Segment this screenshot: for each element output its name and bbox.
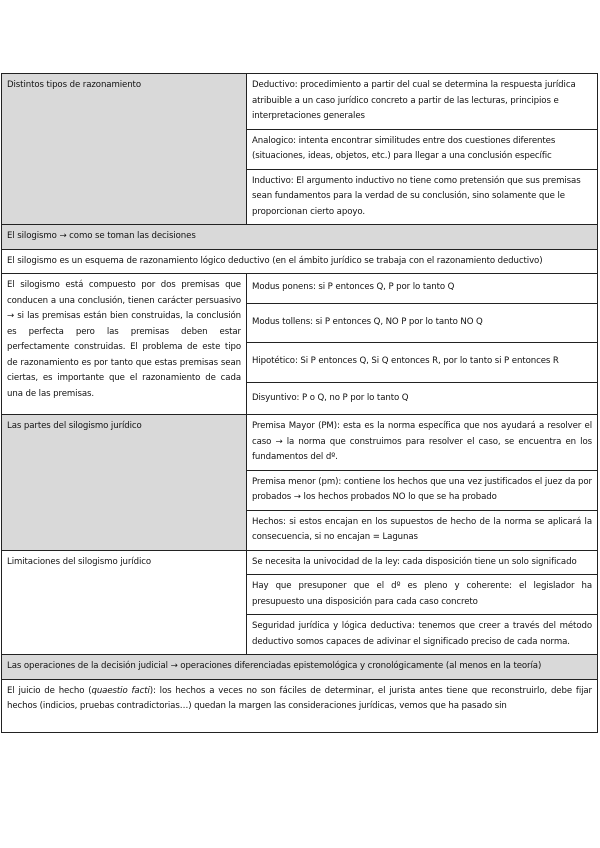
presuponer: Hay que presuponer que el dº es pleno y coherente: el legislador ha presupuesto una disposición para cada caso concreto bbox=[247, 575, 598, 615]
juicio-prefix: El juicio de hecho ( bbox=[7, 685, 92, 696]
table-row bbox=[2, 550, 598, 575]
partes-label: Las partes del silogismo jurídico bbox=[2, 415, 247, 551]
modus-tollens: Modus tollens: si P entonces Q, NO P por lo tanto NO Q bbox=[247, 303, 598, 343]
table-row bbox=[2, 249, 598, 274]
table-row bbox=[2, 655, 598, 680]
table-row bbox=[2, 415, 598, 471]
hechos: Hechos: si estos encajan en los supuestos de hecho de la norma se aplicará la consecuencia, si no encajan = Lagunas bbox=[247, 510, 598, 550]
table-row bbox=[2, 74, 598, 130]
premisa-mayor: Premisa Mayor (PM): esta es la norma específica que nos ayudará a resolver el caso → la norma que construimos para resolver el caso, se encuentra en los fundamentos del dº. bbox=[247, 415, 598, 471]
table-row bbox=[2, 679, 598, 732]
limitaciones-label: Limitaciones del silogismo jurídico bbox=[2, 550, 247, 655]
disyuntivo: Disyuntivo: P o Q, no P por lo tanto Q bbox=[247, 382, 598, 415]
page-bottom-margin bbox=[0, 760, 600, 838]
tipos-inductivo: Inductivo: El argumento inductivo no tiene como pretensión que sus premisas sean fundamentos para la verdad de su conclusión, sino solamente que le proporcionan cierto apoyo. bbox=[247, 169, 598, 225]
silogismo-definition: El silogismo es un esquema de razonamiento lógico deductivo (en el ámbito jurídico se trabaja con el razonamiento deductivo) bbox=[2, 249, 598, 274]
table-row bbox=[2, 274, 598, 304]
hipotetico: Hipotético: Si P entonces Q, Si Q entonces R, por lo tanto si P entonces R bbox=[247, 343, 598, 383]
notes-table bbox=[1, 73, 598, 733]
silogismo-header: El silogismo → como se toman las decisiones bbox=[2, 225, 598, 250]
silogismo-composition: El silogismo está compuesto por dos premisas que conducen a una conclusión, tienen carácter persuasivo → si las premisas están bien construidas, la conclusión es perfecta pero las premisas deben estar perfectamente construidas. El problema de este tipo de razonamiento es por tanto que estas premisas sean ciertas, es importante que el razonamiento de cada una de las premisas. bbox=[2, 274, 247, 415]
juicio-italic: quaestio facti bbox=[91, 685, 150, 696]
premisa-menor: Premisa menor (pm): contiene los hechos que una vez justificados el juez da por probados → los hechos probados NO lo que se ha probado bbox=[247, 470, 598, 510]
juicio-de-hecho bbox=[2, 679, 598, 732]
tipos-deductivo: Deductivo: procedimiento a partir del cual se determina la respuesta jurídica atribuible a un caso jurídico concreto a partir de las lecturas, principios e interpretaciones generales bbox=[247, 74, 598, 130]
table-row bbox=[2, 225, 598, 250]
operaciones-header: Las operaciones de la decisión judicial → operaciones diferenciadas epistemológica y cronológicamente (al menos en la teoría) bbox=[2, 655, 598, 680]
tipos-analogico: Analogico: intenta encontrar similitudes entre dos cuestiones diferentes (situaciones, ideas, objetos, etc.) para llegar a una conclusión específic bbox=[247, 129, 598, 169]
tipos-label: Distintos tipos de razonamiento bbox=[2, 74, 247, 225]
seguridad: Seguridad jurídica y lógica deductiva: tenemos que creer a través del método deductivo somos capaces de adivinar el significado preciso de cada norma. bbox=[247, 615, 598, 655]
univocidad: Se necesita la univocidad de la ley: cada disposición tiene un solo significado bbox=[247, 550, 598, 575]
juicio-suffix: ): los hechos a veces no son fáciles de determinar, el jurista antes tiene que reconstruirlo, debe fijar hechos (indicios, pruebas contradictorias…) quedan la margen las consideraciones jurídicas, vemos que ha pasado sin bbox=[7, 685, 592, 711]
modus-ponens: Modus ponens: si P entonces Q, P por lo tanto Q bbox=[247, 274, 598, 304]
